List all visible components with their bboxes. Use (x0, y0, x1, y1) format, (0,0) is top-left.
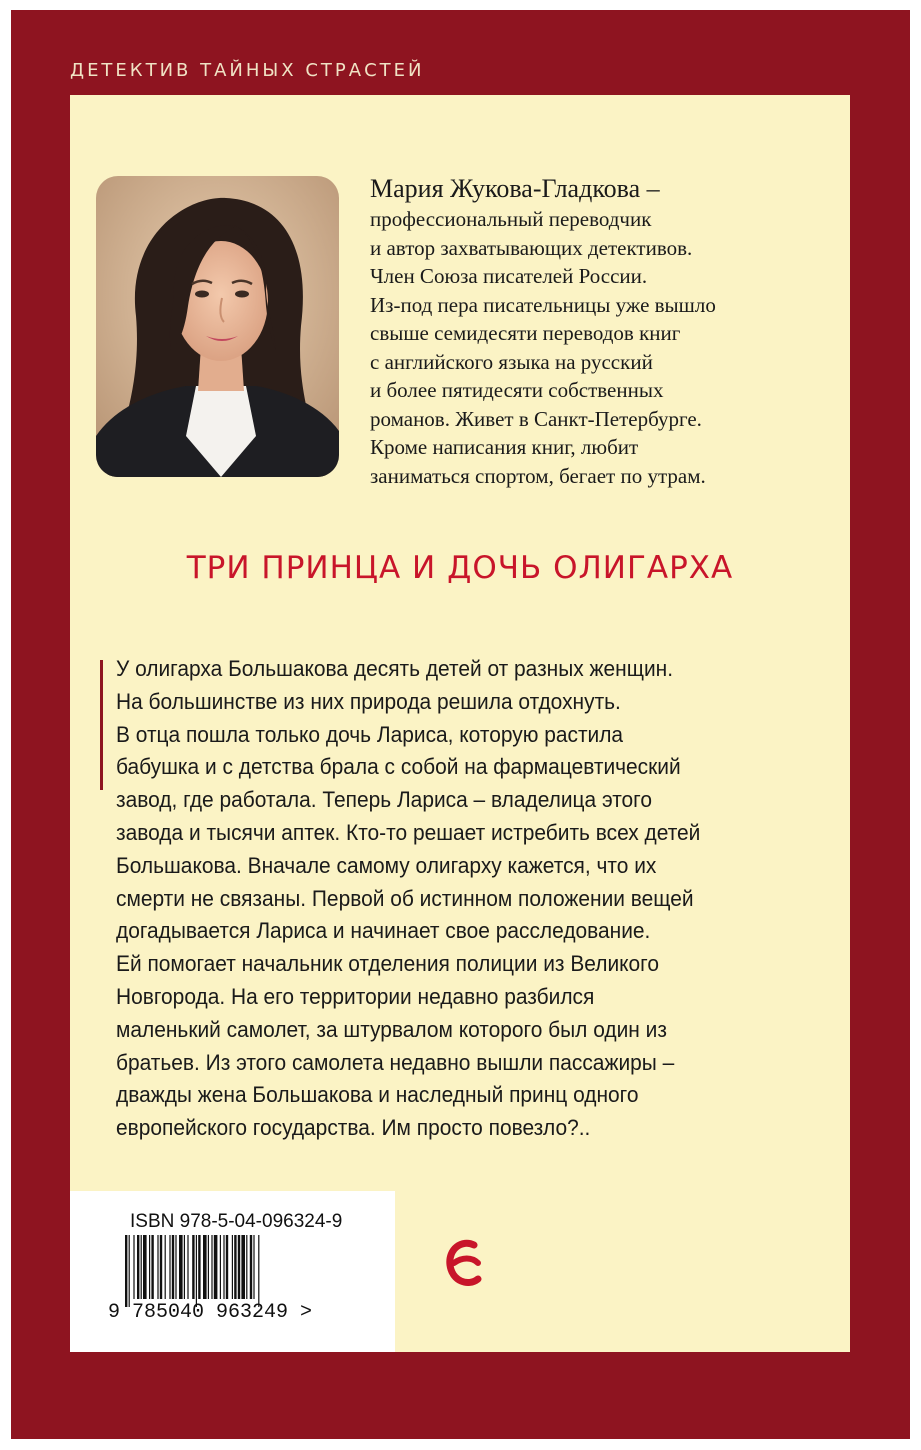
annotation-line: завода и тысячи аптек. Кто-то решает истребить всех детей (116, 819, 701, 845)
bio-line: Из-под пера писательницы уже вышло (370, 292, 716, 317)
annotation-line: У олигарха Большакова десять детей от разных женщин. (116, 656, 674, 681)
annotation (116, 653, 846, 1145)
annotation-line: дважды жена Большакова и наследный принц одного (116, 1082, 639, 1108)
annotation-accent-bar (100, 660, 103, 790)
author-name: Мария Жукова-Гладкова – (370, 174, 660, 203)
content-panel (70, 95, 850, 1352)
annotation-line: догадывается Лариса и начинает свое расследование. (116, 918, 651, 944)
bio-line: и более пятидесяти собственных (370, 378, 664, 402)
author-bio (370, 173, 840, 490)
book-title: ТРИ ПРИНЦА И ДОЧЬ ОЛИГАРХА (186, 550, 734, 586)
annotation-line: На большинстве из них природа решила отдохнуть. (116, 688, 621, 714)
bio-line: с английского языка на русский (370, 349, 653, 374)
barcode-digits: 9 785040 963249 > (108, 1301, 313, 1324)
bio-line: Член Союза писателей России. (370, 264, 648, 288)
annotation-line: европейского государства. Им просто повезло?.. (116, 1115, 591, 1141)
series-title: ДЕТЕКТИВ ТАЙНЫХ СТРАСТЕЙ (70, 60, 425, 81)
bio-line: и автор захватывающих детективов. (370, 235, 693, 260)
barcode (125, 1235, 365, 1307)
annotation-line: смерти не связаны. Первой об истинном положении вещей (116, 885, 694, 911)
annotation-line: завод, где работала. Теперь Лариса – владелица этого (116, 787, 652, 813)
bio-line: романов. Живет в Санкт-Петербурге. (370, 406, 702, 431)
bio-line: профессиональный переводчик (370, 207, 652, 231)
annotation-line: братьев. Из этого самолета недавно вышли пассажиры – (116, 1049, 675, 1075)
bio-line: заниматься спортом, бегает по утрам. (370, 463, 706, 488)
barcode-box (70, 1191, 395, 1352)
bio-line: свыше семидесяти переводов книг (370, 321, 681, 345)
annotation-line: Большакова. Вначале самому олигарху кажется, что их (116, 852, 657, 878)
bio-line: Кроме написания книг, любит (370, 435, 639, 459)
isbn-label: ISBN 978-5-04-096324-9 (130, 1211, 343, 1232)
annotation-line: В отца пошла только дочь Лариса, которую растила (116, 721, 624, 747)
annotation-line: маленький самолет, за штурвалом которого был один из (116, 1016, 667, 1042)
publisher-logo-icon (444, 1235, 484, 1298)
annotation-line: Ей помогает начальник отделения полиции из Великого (116, 951, 659, 977)
annotation-line: Новгорода. На его территории недавно разбился (116, 983, 595, 1009)
author-photo (96, 176, 339, 477)
annotation-line: бабушка и с детства брала с собой на фармацевтический (116, 754, 681, 780)
